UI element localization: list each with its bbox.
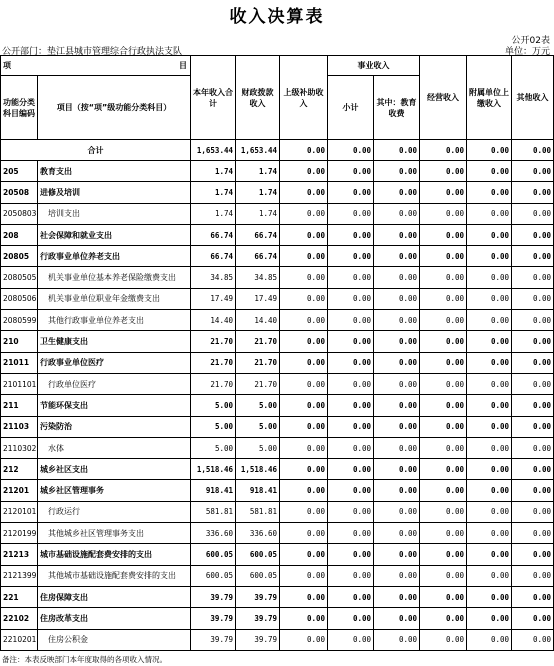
amount-cell: 0.00 [420, 310, 467, 331]
amount-cell: 0.00 [328, 416, 374, 437]
subject-name: 污染防治 [38, 416, 191, 437]
amount-cell: 0.00 [374, 629, 420, 650]
table-row [1, 310, 554, 331]
amount-cell: 0.00 [280, 203, 328, 224]
amount-cell: 0.00 [420, 331, 467, 352]
header-operation: 经营收入 [420, 56, 467, 140]
amount-cell: 0.00 [374, 395, 420, 416]
form-code: 公开02表 [511, 36, 550, 46]
amount-cell: 0.00 [280, 629, 328, 650]
amount-cell: 0.00 [374, 523, 420, 544]
amount-cell: 0.00 [467, 373, 512, 394]
amount-cell: 581.81 [191, 501, 236, 522]
amount-cell: 0.00 [467, 331, 512, 352]
subject-code: 2121399 [1, 565, 38, 586]
subject-code: 211 [1, 395, 38, 416]
amount-cell: 0.00 [280, 459, 328, 480]
header-subtotal: 小计 [328, 76, 374, 140]
amount-cell: 0.00 [467, 288, 512, 309]
amount-cell: 1.74 [236, 203, 280, 224]
amount-cell: 0.00 [328, 331, 374, 352]
amount-cell: 0.00 [420, 586, 467, 607]
subject-name: 社会保障和就业支出 [38, 224, 191, 245]
amount-cell: 0.00 [328, 544, 374, 565]
amount-cell: 0.00 [512, 224, 554, 245]
amount-cell: 0.00 [467, 224, 512, 245]
amount-cell: 0.00 [280, 480, 328, 501]
amount-cell: 0.00 [420, 246, 467, 267]
table-row [1, 267, 554, 288]
amount-cell: 0.00 [328, 246, 374, 267]
amount-cell: 0.00 [374, 586, 420, 607]
amount-cell: 39.79 [191, 608, 236, 629]
subject-code: 21103 [1, 416, 38, 437]
table-row [1, 544, 554, 565]
table-row [1, 565, 554, 586]
amount-cell: 918.41 [191, 480, 236, 501]
subject-code: 205 [1, 161, 38, 182]
table-row [1, 608, 554, 629]
total-cell: 0.00 [280, 140, 328, 161]
amount-cell: 1.74 [236, 161, 280, 182]
amount-cell: 0.00 [512, 182, 554, 203]
table-row [1, 352, 554, 373]
amount-cell: 336.60 [191, 523, 236, 544]
amount-cell: 21.70 [236, 373, 280, 394]
subject-code: 2080505 [1, 267, 38, 288]
amount-cell: 0.00 [280, 182, 328, 203]
header-code: 功能分类科目编码 [1, 76, 38, 140]
table-row [1, 480, 554, 501]
table-row [1, 331, 554, 352]
amount-cell: 66.74 [236, 246, 280, 267]
subject-name: 其他行政事业单位养老支出 [38, 310, 191, 331]
income-table [0, 55, 554, 651]
amount-cell: 0.00 [420, 352, 467, 373]
amount-cell: 0.00 [512, 288, 554, 309]
unit-label: 单位：万元 [504, 47, 550, 57]
amount-cell: 0.00 [512, 608, 554, 629]
amount-cell: 0.00 [467, 459, 512, 480]
amount-cell: 0.00 [280, 608, 328, 629]
item-header-cell [1, 56, 191, 76]
subject-name: 培训支出 [38, 203, 191, 224]
amount-cell: 5.00 [191, 416, 236, 437]
amount-cell: 0.00 [420, 544, 467, 565]
subject-name: 机关事业单位职业年金缴费支出 [38, 288, 191, 309]
total-cell: 0.00 [512, 140, 554, 161]
amount-cell: 5.00 [191, 395, 236, 416]
amount-cell: 0.00 [420, 288, 467, 309]
amount-cell: 0.00 [328, 352, 374, 373]
amount-cell: 0.00 [328, 373, 374, 394]
amount-cell: 0.00 [374, 267, 420, 288]
table-row [1, 629, 554, 650]
amount-cell: 1.74 [191, 161, 236, 182]
amount-cell: 17.49 [191, 288, 236, 309]
amount-cell: 0.00 [328, 288, 374, 309]
amount-cell: 0.00 [374, 480, 420, 501]
amount-cell: 0.00 [512, 203, 554, 224]
amount-cell: 918.41 [236, 480, 280, 501]
amount-cell: 34.85 [236, 267, 280, 288]
amount-cell: 0.00 [374, 544, 420, 565]
subject-code: 20805 [1, 246, 38, 267]
amount-cell: 0.00 [328, 437, 374, 458]
table-row [1, 203, 554, 224]
amount-cell: 0.00 [280, 586, 328, 607]
amount-cell: 600.05 [191, 565, 236, 586]
amount-cell: 0.00 [467, 501, 512, 522]
amount-cell: 5.00 [191, 437, 236, 458]
amount-cell: 0.00 [512, 565, 554, 586]
amount-cell: 0.00 [512, 161, 554, 182]
amount-cell: 0.00 [420, 267, 467, 288]
amount-cell: 0.00 [280, 352, 328, 373]
amount-cell: 0.00 [328, 565, 374, 586]
amount-cell: 1,518.46 [236, 459, 280, 480]
table-row [1, 395, 554, 416]
amount-cell: 0.00 [374, 161, 420, 182]
table-row [1, 586, 554, 607]
amount-cell: 0.00 [280, 373, 328, 394]
amount-cell: 0.00 [328, 501, 374, 522]
amount-cell: 0.00 [512, 523, 554, 544]
amount-cell: 0.00 [420, 373, 467, 394]
table-row [1, 459, 554, 480]
amount-cell: 21.70 [236, 352, 280, 373]
amount-cell: 0.00 [512, 544, 554, 565]
amount-cell: 1.74 [236, 182, 280, 203]
subject-name: 进修及培训 [38, 182, 191, 203]
amount-cell: 0.00 [280, 501, 328, 522]
total-cell: 1,653.44 [236, 140, 280, 161]
amount-cell: 0.00 [374, 288, 420, 309]
subject-code: 2120199 [1, 523, 38, 544]
subject-code: 2110302 [1, 437, 38, 458]
subject-name: 行政单位医疗 [38, 373, 191, 394]
amount-cell: 0.00 [374, 310, 420, 331]
amount-cell: 21.70 [191, 352, 236, 373]
header-total: 本年收入合计 [191, 56, 236, 140]
amount-cell: 0.00 [280, 544, 328, 565]
amount-cell: 0.00 [374, 352, 420, 373]
subject-name: 行政事业单位医疗 [38, 352, 191, 373]
amount-cell: 0.00 [467, 544, 512, 565]
amount-cell: 600.05 [236, 565, 280, 586]
amount-cell: 0.00 [280, 523, 328, 544]
subject-code: 210 [1, 331, 38, 352]
amount-cell: 39.79 [236, 586, 280, 607]
total-cell: 0.00 [374, 140, 420, 161]
amount-cell: 0.00 [280, 224, 328, 245]
amount-cell: 0.00 [280, 246, 328, 267]
amount-cell: 0.00 [328, 523, 374, 544]
amount-cell: 0.00 [512, 267, 554, 288]
amount-cell: 0.00 [512, 480, 554, 501]
subject-name: 行政事业单位养老支出 [38, 246, 191, 267]
amount-cell: 0.00 [512, 310, 554, 331]
subject-name: 其他城乡社区管理事务支出 [38, 523, 191, 544]
item-header: 项 [3, 61, 11, 70]
amount-cell: 0.00 [328, 586, 374, 607]
amount-cell: 0.00 [280, 395, 328, 416]
amount-cell: 0.00 [467, 267, 512, 288]
amount-cell: 0.00 [420, 203, 467, 224]
header-name: 项目（按“项”级功能分类科目） [38, 76, 191, 140]
amount-cell: 0.00 [420, 182, 467, 203]
amount-cell: 0.00 [467, 395, 512, 416]
amount-cell: 0.00 [467, 352, 512, 373]
amount-cell: 21.70 [236, 331, 280, 352]
amount-cell: 0.00 [467, 437, 512, 458]
subject-code: 2080506 [1, 288, 38, 309]
amount-cell: 0.00 [420, 608, 467, 629]
department-label: 公开部门：垫江县城市管理综合行政执法支队 [2, 47, 183, 57]
amount-cell: 0.00 [420, 501, 467, 522]
amount-cell: 1.74 [191, 203, 236, 224]
subject-code: 21011 [1, 352, 38, 373]
subject-name: 机关事业单位基本养老保险缴费支出 [38, 267, 191, 288]
total-cell: 0.00 [467, 140, 512, 161]
amount-cell: 0.00 [280, 267, 328, 288]
amount-cell: 600.05 [236, 544, 280, 565]
amount-cell: 17.49 [236, 288, 280, 309]
amount-cell: 0.00 [467, 310, 512, 331]
amount-cell: 0.00 [374, 373, 420, 394]
amount-cell: 0.00 [512, 437, 554, 458]
amount-cell: 5.00 [236, 416, 280, 437]
subject-code: 22102 [1, 608, 38, 629]
amount-cell: 0.00 [420, 395, 467, 416]
amount-cell: 39.79 [236, 629, 280, 650]
amount-cell: 0.00 [467, 608, 512, 629]
amount-cell: 0.00 [512, 395, 554, 416]
total-cell: 0.00 [420, 140, 467, 161]
item-header-right: 目 [179, 61, 187, 70]
subject-name: 城乡社区支出 [38, 459, 191, 480]
amount-cell: 66.74 [236, 224, 280, 245]
subject-code: 21201 [1, 480, 38, 501]
subject-code: 208 [1, 224, 38, 245]
amount-cell: 0.00 [420, 459, 467, 480]
amount-cell: 0.00 [280, 331, 328, 352]
amount-cell: 0.00 [280, 161, 328, 182]
subject-code: 2050803 [1, 203, 38, 224]
subject-name: 城市基础设施配套费安排的支出 [38, 544, 191, 565]
amount-cell: 14.40 [236, 310, 280, 331]
subject-code: 221 [1, 586, 38, 607]
amount-cell: 0.00 [420, 224, 467, 245]
subject-name: 卫生健康支出 [38, 331, 191, 352]
amount-cell: 0.00 [374, 416, 420, 437]
amount-cell: 0.00 [328, 629, 374, 650]
subject-name: 行政运行 [38, 501, 191, 522]
amount-cell: 0.00 [280, 288, 328, 309]
amount-cell: 0.00 [467, 203, 512, 224]
amount-cell: 0.00 [280, 310, 328, 331]
amount-cell: 0.00 [328, 310, 374, 331]
table-row [1, 373, 554, 394]
table-row [1, 182, 554, 203]
amount-cell: 0.00 [512, 586, 554, 607]
amount-cell: 39.79 [236, 608, 280, 629]
amount-cell: 0.00 [512, 246, 554, 267]
total-cell: 0.00 [328, 140, 374, 161]
amount-cell: 0.00 [467, 565, 512, 586]
amount-cell: 0.00 [328, 480, 374, 501]
amount-cell: 0.00 [467, 182, 512, 203]
amount-cell: 0.00 [374, 224, 420, 245]
amount-cell: 0.00 [328, 267, 374, 288]
amount-cell: 0.00 [374, 608, 420, 629]
amount-cell: 0.00 [512, 629, 554, 650]
amount-cell: 0.00 [280, 416, 328, 437]
subject-name: 住房改革支出 [38, 608, 191, 629]
amount-cell: 0.00 [374, 565, 420, 586]
amount-cell: 21.70 [191, 331, 236, 352]
table-row [1, 523, 554, 544]
amount-cell: 0.00 [328, 224, 374, 245]
amount-cell: 0.00 [280, 565, 328, 586]
header-affiliated: 附属单位上缴收入 [467, 56, 512, 140]
subject-code: 2101101 [1, 373, 38, 394]
amount-cell: 0.00 [328, 203, 374, 224]
amount-cell: 0.00 [420, 629, 467, 650]
amount-cell: 39.79 [191, 629, 236, 650]
amount-cell: 0.00 [374, 437, 420, 458]
amount-cell: 0.00 [420, 523, 467, 544]
header-superior: 上级补助收入 [280, 56, 328, 140]
amount-cell: 0.00 [374, 459, 420, 480]
amount-cell: 0.00 [374, 246, 420, 267]
amount-cell: 14.40 [191, 310, 236, 331]
amount-cell: 66.74 [191, 246, 236, 267]
table-row [1, 288, 554, 309]
amount-cell: 0.00 [420, 416, 467, 437]
amount-cell: 0.00 [467, 161, 512, 182]
table-row [1, 437, 554, 458]
subject-name: 水体 [38, 437, 191, 458]
amount-cell: 0.00 [467, 246, 512, 267]
amount-cell: 0.00 [374, 501, 420, 522]
amount-cell: 0.00 [280, 437, 328, 458]
amount-cell: 0.00 [467, 480, 512, 501]
amount-cell: 1.74 [191, 182, 236, 203]
amount-cell: 0.00 [467, 586, 512, 607]
amount-cell: 0.00 [374, 182, 420, 203]
amount-cell: 21.70 [191, 373, 236, 394]
amount-cell: 0.00 [420, 565, 467, 586]
amount-cell: 0.00 [328, 182, 374, 203]
amount-cell: 0.00 [420, 437, 467, 458]
amount-cell: 0.00 [374, 203, 420, 224]
amount-cell: 0.00 [328, 395, 374, 416]
amount-cell: 0.00 [512, 501, 554, 522]
amount-cell: 1,518.46 [191, 459, 236, 480]
table-row [1, 416, 554, 437]
amount-cell: 0.00 [512, 416, 554, 437]
header-fiscal: 财政拨款收入 [236, 56, 280, 140]
amount-cell: 5.00 [236, 437, 280, 458]
amount-cell: 0.00 [512, 352, 554, 373]
header-business: 事业收入 [328, 56, 420, 76]
amount-cell: 336.60 [236, 523, 280, 544]
table-row [1, 501, 554, 522]
amount-cell: 34.85 [191, 267, 236, 288]
subject-code: 21213 [1, 544, 38, 565]
amount-cell: 0.00 [328, 161, 374, 182]
header-other: 其他收入 [512, 56, 554, 140]
amount-cell: 0.00 [420, 480, 467, 501]
footnote: 备注：本表反映部门本年度取得的各项收入情况。 [2, 655, 167, 664]
subject-name: 住房公积金 [38, 629, 191, 650]
subject-name: 住房保障支出 [38, 586, 191, 607]
amount-cell: 600.05 [191, 544, 236, 565]
subject-code: 212 [1, 459, 38, 480]
amount-cell: 66.74 [191, 224, 236, 245]
amount-cell: 0.00 [420, 161, 467, 182]
amount-cell: 0.00 [328, 459, 374, 480]
amount-cell: 5.00 [236, 395, 280, 416]
total-cell: 1,653.44 [191, 140, 236, 161]
subject-code: 2210201 [1, 629, 38, 650]
subject-code: 2120101 [1, 501, 38, 522]
amount-cell: 0.00 [467, 629, 512, 650]
subject-name: 节能环保支出 [38, 395, 191, 416]
amount-cell: 0.00 [467, 416, 512, 437]
subject-name: 城乡社区管理事务 [38, 480, 191, 501]
subject-code: 2080599 [1, 310, 38, 331]
subject-name: 其他城市基础设施配套费安排的支出 [38, 565, 191, 586]
header-edu: 其中：教育收费 [374, 76, 420, 140]
amount-cell: 0.00 [374, 331, 420, 352]
table-row [1, 224, 554, 245]
subject-code: 20508 [1, 182, 38, 203]
amount-cell: 0.00 [512, 373, 554, 394]
amount-cell: 0.00 [512, 331, 554, 352]
amount-cell: 0.00 [512, 459, 554, 480]
subject-name: 教育支出 [38, 161, 191, 182]
table-row [1, 246, 554, 267]
page-title: 收入决算表 [229, 7, 325, 27]
amount-cell: 39.79 [191, 586, 236, 607]
amount-cell: 0.00 [467, 523, 512, 544]
total-label: 合计 [1, 140, 191, 161]
amount-cell: 0.00 [328, 608, 374, 629]
table-row [1, 161, 554, 182]
amount-cell: 581.81 [236, 501, 280, 522]
total-row [1, 140, 554, 161]
